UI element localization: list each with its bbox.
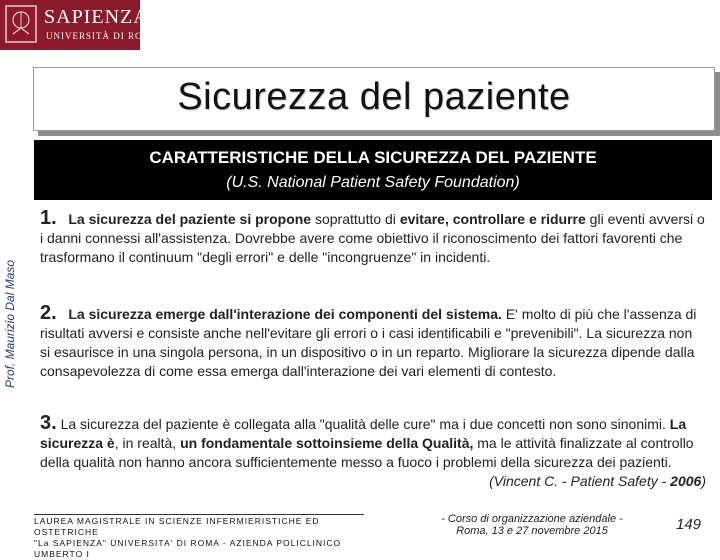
point-3-number: 3. [40, 412, 57, 434]
citation-close: ) [701, 473, 706, 489]
logo-name: SAPIENZA [44, 6, 149, 28]
logo-subtitle: UNIVERSITÀ DI ROMA [46, 31, 159, 41]
point-3-text-b: , in realtà, [114, 435, 181, 451]
heading-line-1: CARATTERISTICHE DELLA SICUREZZA DEL PAZIENTE [149, 148, 597, 167]
title-box [33, 67, 715, 131]
point-1-text-b: gli eventi avversi o i danni connessi all'assistenza. Dovrebbe avere come obiettivo il riconoscimento dei fattori favorenti che trasformano il continuum "degli errori" e delle "incongruenze" in incidenti. [40, 211, 705, 265]
heading-line-2: (U.S. National Patient Safety Foundation) [226, 174, 520, 191]
heading-box [34, 140, 712, 200]
point-2-number: 2. [40, 302, 57, 324]
point-2-bold-intro: La sicurezza emerge dall'interazione dei componenti del sistema. [68, 306, 502, 322]
point-2-text: E' molto di più che l'assenza di risultati avversi e consiste anche nell'evitare gli errori o i casi identificabili e "prevenibili". La sicurezza non si esaurisce in una singola persona, in un dispositivo o in un reparto. Migliorare la sicurezza dipende dalla consapevolezza di come essa emerga dall'interazione dei vari elementi di contesto. [40, 306, 697, 379]
point-3-bold-b: un fondamentale sottoinsieme della Qualità, [180, 435, 474, 451]
point-3-bold-a: La sicurezza è [40, 416, 687, 451]
footer-course-line-1: LAUREA MAGISTRALE IN SCIENZE INFERMIERISTICHE ED OSTETRICHE [34, 516, 320, 537]
point-1-number: 1. [40, 207, 57, 229]
point-3 [40, 414, 706, 491]
footer-event [432, 513, 632, 537]
point-3-text-c: ma le attività finalizzate al controllo della qualità non hanno ancora sufficientemente messo a fuoco i problemi della sicurezza dei pazienti. [40, 435, 694, 470]
point-1-bold-mid: evitare, controllare e ridurre [399, 211, 586, 227]
citation-year: 2006 [670, 473, 702, 489]
seal-icon [4, 4, 38, 44]
point-1-bold-intro: La sicurezza del paziente si propone [68, 211, 312, 227]
point-1 [40, 209, 706, 267]
citation-text: (Vincent C. - Patient Safety - [489, 473, 671, 489]
footer-course [34, 514, 364, 560]
footer-course-line-2: "La SAPIENZA" UNIVERSITA' DI ROMA - AZIENDA POLICLINICO UMBERTO I [34, 538, 342, 559]
footer-event-line-1: - Corso di organizzazione aziendale - [441, 513, 623, 525]
point-2 [40, 304, 706, 381]
page-number: 149 [676, 516, 702, 533]
author-vertical-label: Prof. Maurizio Dal Maso [3, 259, 17, 388]
page-title: Sicurezza del paziente [177, 76, 571, 118]
sapienza-logo [0, 0, 159, 50]
footer-event-line-2: Roma, 13 e 27 novembre 2015 [456, 525, 608, 537]
citation [489, 472, 706, 491]
point-3-text-a: La sicurezza del paziente è collegata alla "qualità delle cure" ma i due concetti non sono sinonimi. [56, 416, 670, 432]
point-1-text-a: soprattutto di [311, 211, 400, 227]
